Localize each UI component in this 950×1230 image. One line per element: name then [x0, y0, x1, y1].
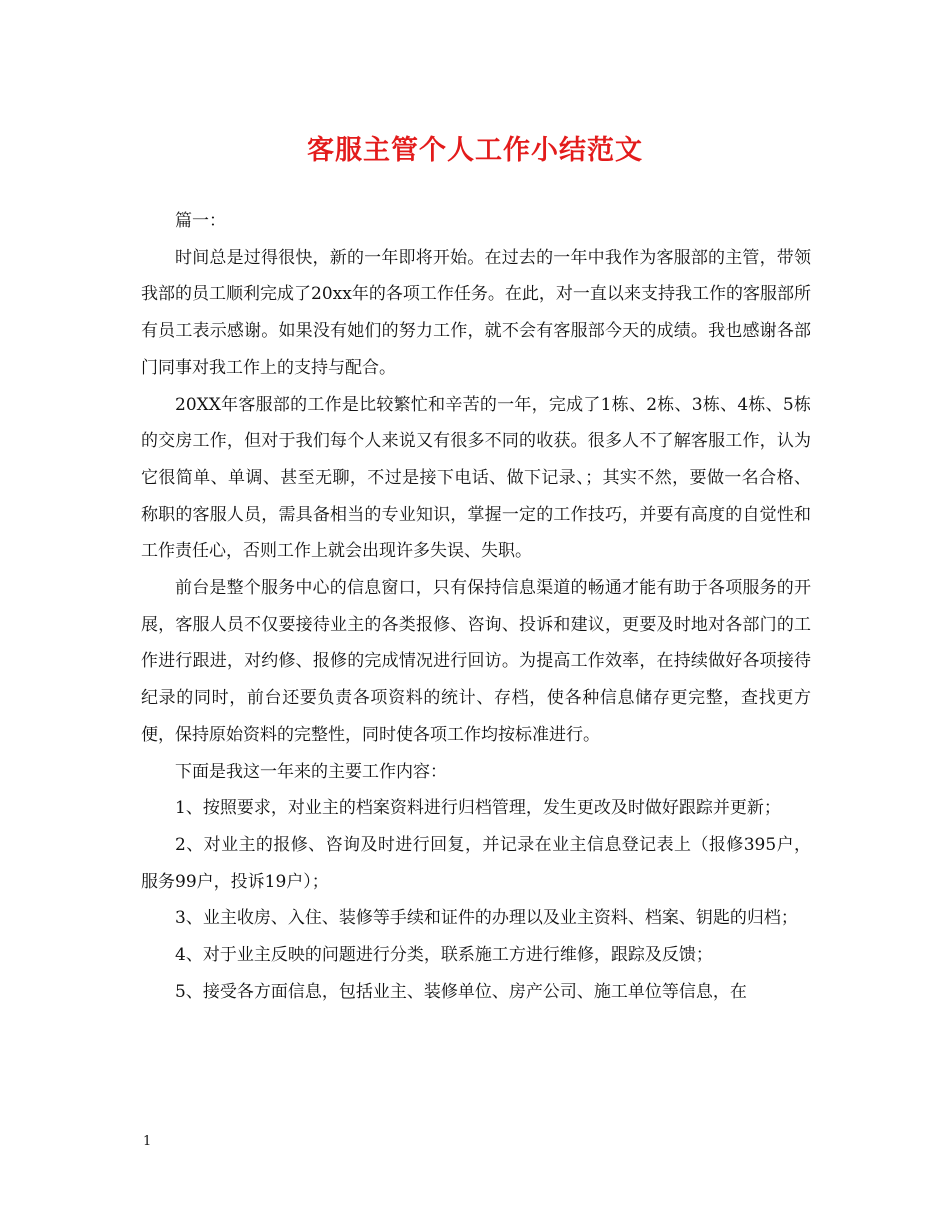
page-number: 1	[143, 1134, 152, 1149]
body-paragraph: 前台是整个服务中心的信息窗口，只有保持信息渠道的畅通才能有助于各项服务的开展，客服人员不仅要接待业主的各类报修、咨询、投诉和建议，更要及时地对各部门的工作进行跟进，对约修、报修的完成情况进行回访。为提高工作效率，在持续做好各项接待纪录的同时，前台还要负责各项资料的统计、存档，使各种信息储存更完整，查找更方便，保持原始资料的完整性，同时使各项工作均按标准进行。	[141, 578, 811, 745]
section-heading: 篇一：	[175, 211, 226, 231]
list-item: 3、业主收房、入住、装修等手续和证件的办理以及业主资料、档案、钥匙的归档；	[175, 908, 798, 929]
body-paragraph: 时间总是过得很快，新的一年即将开始。在过去的一年中我作为客服部的主管，带领我部的员工顺利完成了20xx年的各项工作任务。在此，对一直以来支持我工作的客服部所有员工表示感谢。如果没有她们的努力工作，就不会有客服部今天的成绩。我也感谢各部门同事对我工作上的支持与配合。	[141, 247, 811, 378]
body-paragraph: 20XX年客服部的工作是比较繁忙和辛苦的一年，完成了1栋、2栋、3栋、4栋、5栋的交房工作，但对于我们每个人来说又有很多不同的收获。很多人不了解客服工作，认为它很简单、单调、甚至无聊，不过是接下电话、做下记录、；其实不然，要做一名合格、称职的客服人员，需具备相当的专业知识，掌握一定的工作技巧，并要有高度的自觉性和工作责任心，否则工作上就会出现许多失误、失职。	[141, 394, 811, 562]
list-item: 1、按照要求，对业主的档案资料进行归档管理，发生更改及时做好跟踪并更新；	[175, 798, 781, 819]
list-item: 5、接受各方面信息，包括业主、装修单位、房产公司、施工单位等信息，在	[175, 981, 747, 1002]
list-item: 4、对于业主反映的问题进行分类，联系施工方进行维修，跟踪及反馈；	[175, 945, 713, 966]
list-item: 2、对业主的报修、咨询及时进行回复，并记录在业主信息登记表上（报修395户，服务99户，投诉19户）；	[141, 834, 811, 892]
document-body	[141, 203, 811, 1010]
list-intro: 下面是我这一年来的主要工作内容：	[175, 761, 447, 782]
document-title: 客服主管个人工作小结范文	[307, 135, 643, 166]
